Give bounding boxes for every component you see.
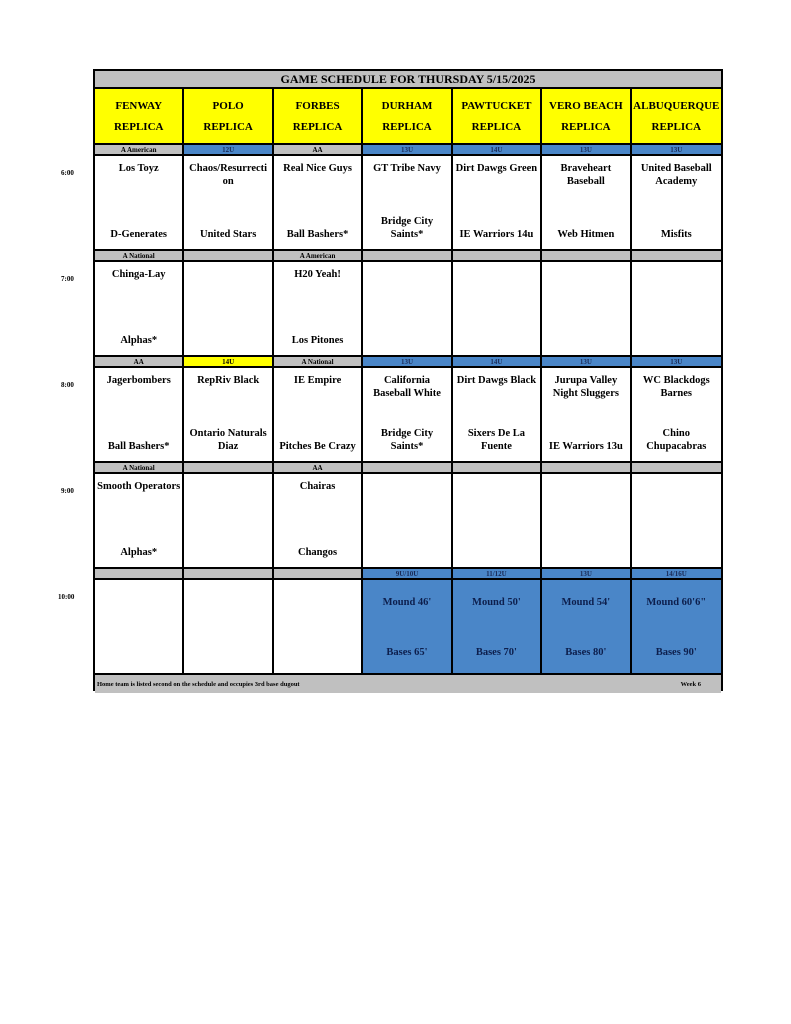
game-cell xyxy=(542,368,631,463)
field-sub: REPLICA xyxy=(382,121,432,134)
away-team: Mound 54' xyxy=(561,597,611,608)
game-cell xyxy=(453,474,542,569)
field-name: POLO xyxy=(212,99,244,112)
division-label xyxy=(95,569,184,580)
game-cell xyxy=(453,262,542,357)
division-text: A American xyxy=(299,251,336,260)
away-team: Dirt Dawgs Black xyxy=(456,375,537,386)
home-team: D-Generates xyxy=(110,229,167,240)
time-label: 8:00 xyxy=(61,381,74,389)
home-team: Bases 65' xyxy=(386,647,428,658)
field-name: FENWAY xyxy=(115,99,163,112)
field-header-polo xyxy=(184,89,273,145)
away-team: WC Blackdogs Barnes xyxy=(642,375,710,399)
home-team: Web Hitmen xyxy=(557,229,615,240)
footer-note-row xyxy=(95,675,721,693)
division-label xyxy=(95,463,184,474)
field-header-durham xyxy=(363,89,452,145)
division-label xyxy=(542,463,631,474)
schedule-table xyxy=(93,69,723,691)
division-label xyxy=(542,145,631,156)
division-text: 13U xyxy=(400,145,414,154)
home-team: Ball Bashers* xyxy=(286,229,349,240)
home-team: Chino Chupacabras xyxy=(646,428,707,452)
game-cell xyxy=(274,580,363,675)
division-label xyxy=(363,463,452,474)
division-label xyxy=(542,251,631,262)
game-cell xyxy=(184,156,273,251)
division-label xyxy=(274,357,363,368)
division-label xyxy=(184,251,273,262)
away-team: Los Toyz xyxy=(118,163,159,174)
away-team: Mound 60'6" xyxy=(646,597,707,608)
away-team: Mound 46' xyxy=(382,597,432,608)
division-label xyxy=(542,357,631,368)
time-label: 6:00 xyxy=(61,169,74,177)
home-team: Bridge City Saints* xyxy=(380,216,434,240)
away-team: California Baseball White xyxy=(373,375,441,399)
away-team: Braveheart Baseball xyxy=(560,163,612,187)
field-name: VERO BEACH xyxy=(549,99,623,112)
division-label xyxy=(453,251,542,262)
division-text: 13U xyxy=(670,357,683,366)
field-sub: REPLICA xyxy=(561,121,611,134)
field-header-pawtucket xyxy=(453,89,542,145)
game-cell xyxy=(542,474,631,569)
field-name: DURHAM xyxy=(381,99,433,112)
division-label xyxy=(363,251,452,262)
division-label xyxy=(184,145,273,156)
time-label: 9:00 xyxy=(61,487,74,495)
game-cell xyxy=(95,262,184,357)
division-label xyxy=(274,251,363,262)
game-cell xyxy=(363,580,452,675)
division-text: 11/12U xyxy=(486,569,507,578)
game-cell xyxy=(632,368,721,463)
division-label xyxy=(95,357,184,368)
game-cell xyxy=(632,580,721,675)
home-team: Ball Bashers* xyxy=(107,441,170,452)
game-cell xyxy=(542,580,631,675)
division-label xyxy=(274,463,363,474)
division-text: 14U xyxy=(490,357,503,366)
field-header-albuquerque xyxy=(632,89,721,145)
away-team: Smooth Operators xyxy=(97,481,181,492)
game-cell xyxy=(95,580,184,675)
away-team: RepRiv Black xyxy=(197,375,260,386)
division-label xyxy=(184,463,273,474)
division-label xyxy=(363,145,452,156)
game-cell xyxy=(184,262,273,357)
field-sub: REPLICA xyxy=(203,121,253,134)
division-label xyxy=(632,251,721,262)
division-label xyxy=(453,145,542,156)
division-label xyxy=(632,569,721,580)
field-sub: REPLICA xyxy=(113,121,164,134)
game-cell xyxy=(453,156,542,251)
game-cell xyxy=(632,474,721,569)
away-team: GT Tribe Navy xyxy=(373,163,441,174)
division-label xyxy=(632,463,721,474)
home-team: Bridge City Saints* xyxy=(380,428,434,452)
division-label xyxy=(453,357,542,368)
game-cell xyxy=(363,474,452,569)
game-cell xyxy=(274,156,363,251)
game-cell xyxy=(95,156,184,251)
away-team: United Baseball Academy xyxy=(640,163,712,187)
division-text: 14U xyxy=(222,357,235,366)
division-text: AA xyxy=(312,463,323,472)
footer-week: Week 6 xyxy=(680,680,701,688)
game-cell xyxy=(632,262,721,357)
away-team: IE Empire xyxy=(293,375,342,386)
game-cell xyxy=(95,474,184,569)
home-team: Bases 80' xyxy=(565,647,607,658)
division-text: 14/16U xyxy=(665,569,687,578)
away-team: Jagerbombers xyxy=(106,375,171,386)
division-label xyxy=(363,569,452,580)
game-cell xyxy=(184,474,273,569)
footer-note: Home team is listed second on the schedule and occupies 3rd base dugout xyxy=(97,680,300,688)
division-text: 13U xyxy=(579,357,592,366)
division-text: AA xyxy=(133,357,144,366)
division-label xyxy=(274,569,363,580)
away-team: Chaos/Resurrecti on xyxy=(189,163,268,187)
game-cell xyxy=(542,156,631,251)
division-text: A American xyxy=(120,145,157,154)
division-text: 13U xyxy=(579,569,592,578)
game-cell xyxy=(453,368,542,463)
home-team: Sixers De La Fuente xyxy=(467,428,525,452)
game-cell xyxy=(542,262,631,357)
division-label xyxy=(542,569,631,580)
home-team: IE Warriors 14u xyxy=(459,229,534,240)
schedule-title xyxy=(95,71,721,89)
away-team: Dirt Dawgs Green xyxy=(455,163,538,174)
home-team: Bases 70' xyxy=(475,647,517,658)
home-team: United Stars xyxy=(199,229,257,240)
away-team: Real Nice Guys xyxy=(283,163,352,174)
game-cell xyxy=(184,580,273,675)
game-cell xyxy=(274,474,363,569)
division-label xyxy=(453,463,542,474)
division-text: A National xyxy=(122,463,155,472)
division-label xyxy=(363,357,452,368)
home-team: Bases 90' xyxy=(655,647,697,658)
field-name: FORBES xyxy=(295,99,340,112)
division-text: A National xyxy=(122,251,155,260)
division-text: 13U xyxy=(400,357,414,366)
division-label xyxy=(184,357,273,368)
game-cell xyxy=(632,156,721,251)
division-text: A National xyxy=(301,357,334,366)
away-team: Chinga-Lay xyxy=(111,269,166,280)
field-name: ALBUQUERQUE xyxy=(633,99,720,112)
home-team: Alphas* xyxy=(120,335,158,346)
division-text: 12U xyxy=(222,145,235,154)
division-label xyxy=(95,251,184,262)
away-team: H20 Yeah! xyxy=(294,269,341,280)
away-team: Chairas xyxy=(299,481,336,492)
division-label xyxy=(632,145,721,156)
time-label: 7:00 xyxy=(61,275,74,283)
home-team: Alphas* xyxy=(120,547,158,558)
field-header-forbes xyxy=(274,89,363,145)
game-cell xyxy=(184,368,273,463)
game-cell xyxy=(274,368,363,463)
field-sub: REPLICA xyxy=(292,121,343,134)
away-team: Jurupa Valley Night Sluggers xyxy=(552,375,619,399)
division-text: 14U xyxy=(490,145,503,154)
field-sub: REPLICA xyxy=(651,121,702,134)
division-label xyxy=(632,357,721,368)
division-label xyxy=(184,569,273,580)
field-header-vero-beach xyxy=(542,89,631,145)
field-sub: REPLICA xyxy=(471,121,522,134)
division-text: 9U/10U xyxy=(395,569,419,578)
division-text: 13U xyxy=(579,145,592,154)
away-team: Mound 50' xyxy=(472,597,521,608)
game-cell xyxy=(363,262,452,357)
game-cell xyxy=(453,580,542,675)
division-label xyxy=(274,145,363,156)
home-team: IE Warriors 13u xyxy=(548,441,623,452)
game-cell xyxy=(363,156,452,251)
division-label xyxy=(453,569,542,580)
game-cell xyxy=(95,368,184,463)
home-team: Los Pitones xyxy=(291,335,344,346)
field-name: PAWTUCKET xyxy=(461,99,532,112)
time-label: 10:00 xyxy=(58,593,75,601)
home-team: Misfits xyxy=(660,229,692,240)
home-team: Ontario Naturals Diaz xyxy=(189,428,267,452)
home-team: Pitches Be Crazy xyxy=(279,441,356,452)
division-label xyxy=(95,145,184,156)
title-text: GAME SCHEDULE FOR THURSDAY 5/15/2025 xyxy=(280,71,536,86)
game-cell xyxy=(363,368,452,463)
game-cell xyxy=(274,262,363,357)
division-text: 13U xyxy=(670,145,683,154)
division-text: AA xyxy=(312,145,323,154)
field-header-fenway xyxy=(95,89,184,145)
home-team: Changos xyxy=(298,547,338,558)
